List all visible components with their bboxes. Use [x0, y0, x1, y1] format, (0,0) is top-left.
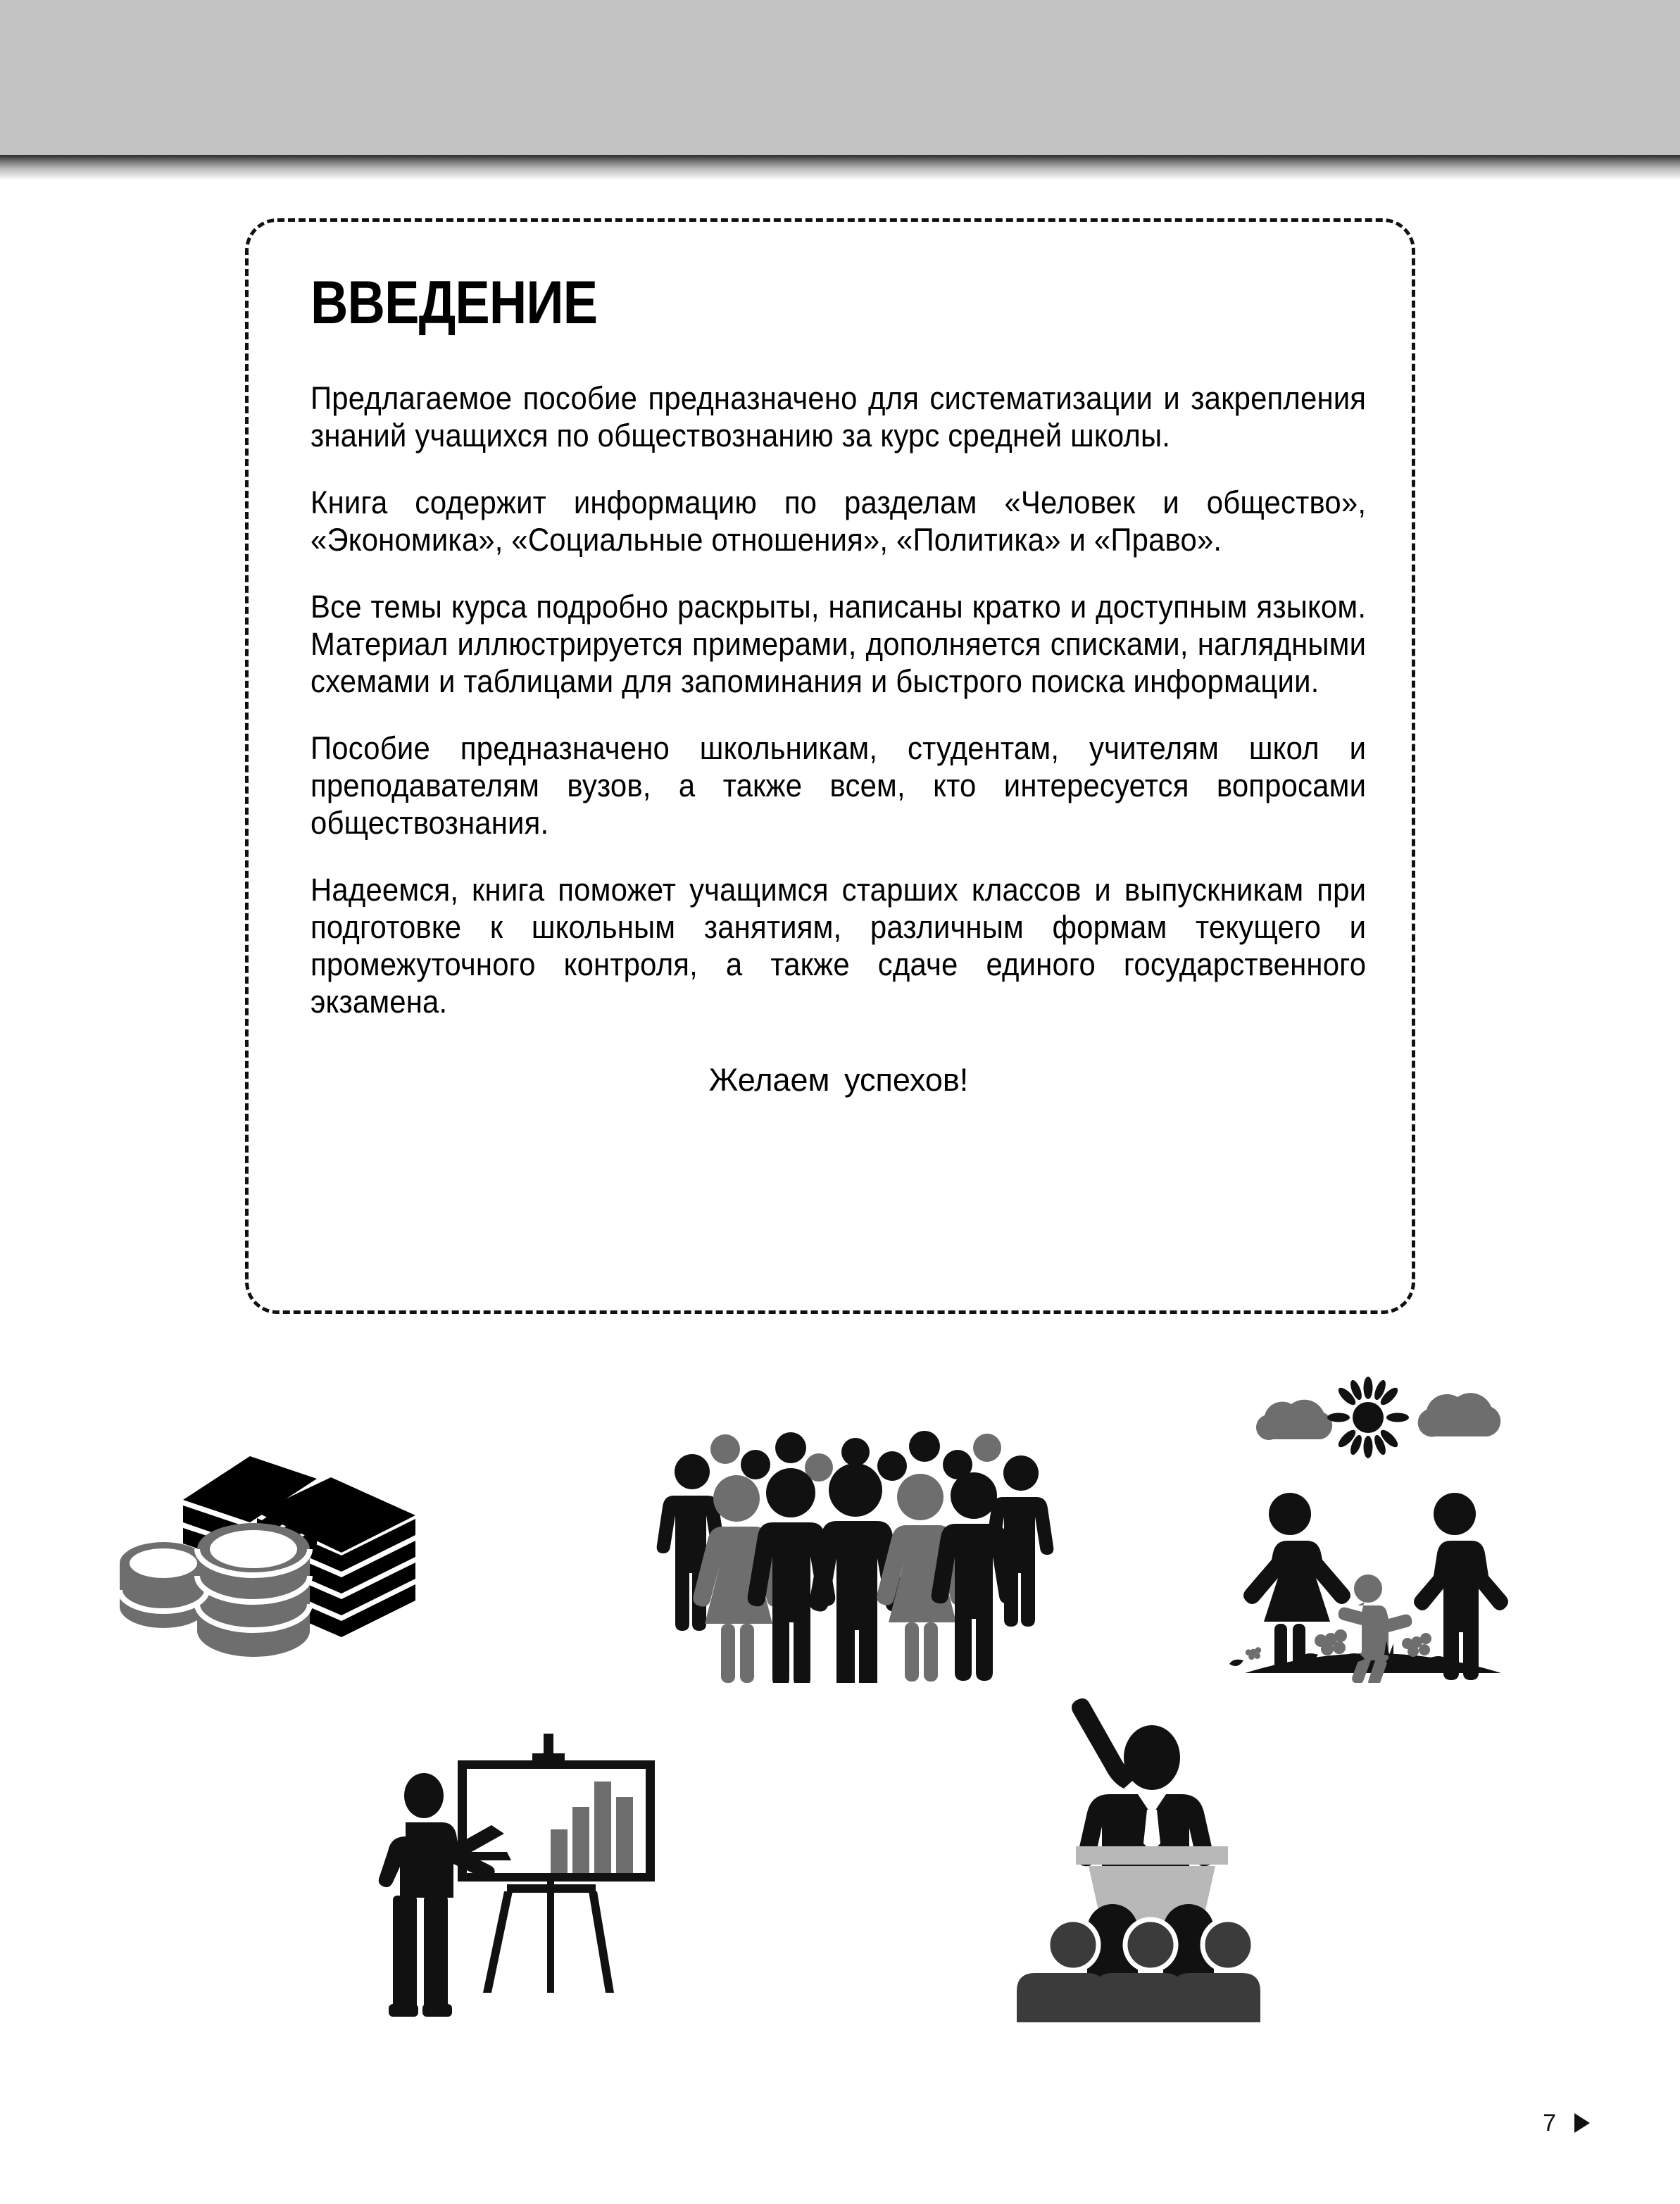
intro-paragraph-3: Все темы курса подробно раскрыты, написаны кратко и доступным языком. Материал иллюстрируется примерами, дополняется списками, наглядными схемами и таблицами для запоминания и быстрого поиска информации. — [311, 589, 1367, 699]
audience-mid-row — [1048, 1920, 1253, 1970]
crowd-people-icon — [644, 1422, 1067, 1683]
page-footer — [1543, 2111, 1590, 2135]
triangle-right-icon — [1574, 2113, 1590, 2133]
intro-paragraph-4: Пособие предназначено школьникам, студентам, учителям школ и преподавателям вузов, а также всем, кто интересуется вопросами обществознания. — [311, 730, 1367, 841]
introduction-content — [311, 269, 1367, 1098]
top-gray-band — [0, 0, 1680, 155]
money-icon — [99, 1422, 437, 1683]
top-band-shadow — [0, 155, 1680, 180]
page-number: 7 — [1543, 2110, 1556, 2136]
family-icon — [1218, 1373, 1528, 1683]
sun-icon — [1327, 1377, 1409, 1458]
easel-stand — [483, 1881, 614, 1993]
introduction-dashed-box — [245, 218, 1415, 1314]
presentation-icon — [366, 1711, 697, 2028]
illustration-icon-group — [0, 1359, 1680, 2063]
page-title: ВВЕДЕНИЕ — [311, 269, 598, 337]
intro-paragraph-1: Предлагаемое пособие предназначено для систематизации и закрепления знаний учащихся по обществознанию за курс средней школы. — [311, 380, 1367, 453]
public-speaker-icon — [986, 1697, 1317, 2028]
closing-wish-text: Желаем успехов! — [708, 1062, 969, 1098]
audience-front-row — [1017, 1973, 1260, 2022]
intro-paragraph-2: Книга содержит информацию по разделам «Человек и общество», «Экономика», «Социальные отношения», «Политика» и «Право». — [311, 484, 1367, 558]
intro-paragraph-5: Надеемся, книга поможет учащимся старших классов и выпускникам при подготовке к школьным занятиям, различным формам текущего и промежуточного контроля, а также сдаче единого государственного экзамена. — [311, 872, 1367, 1020]
